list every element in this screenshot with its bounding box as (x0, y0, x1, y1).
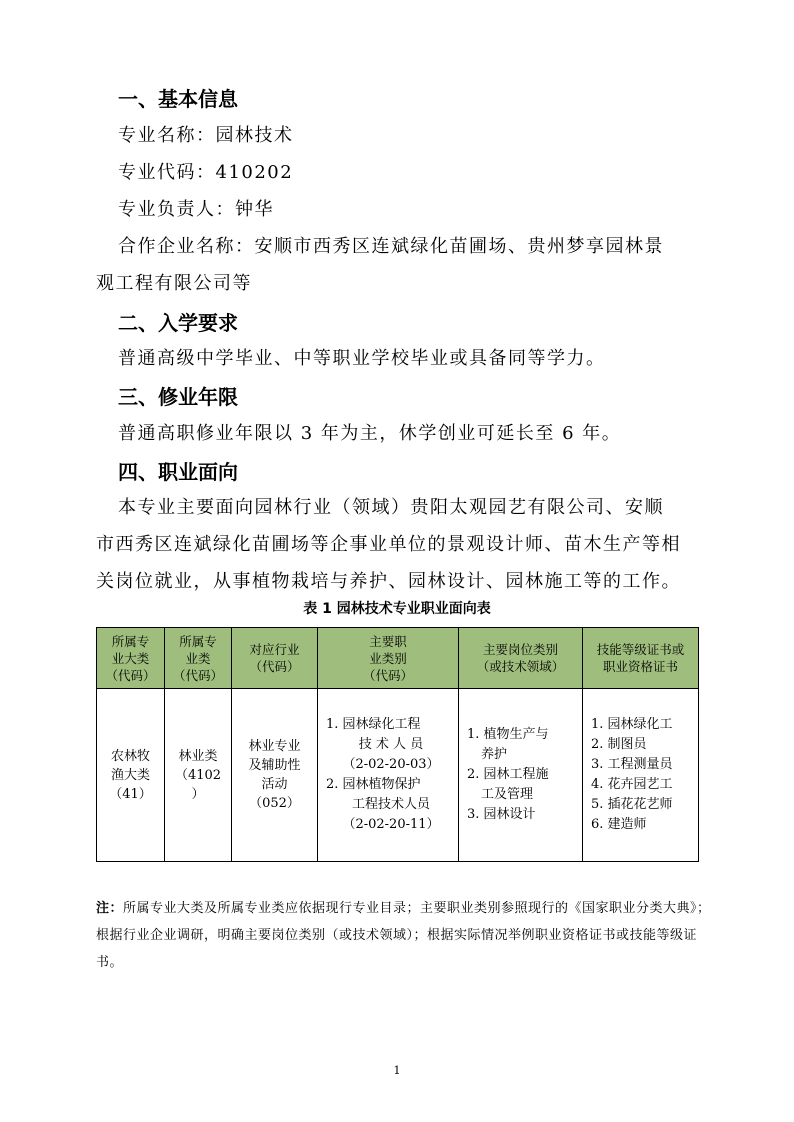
header-category: 所属专 业大类 （代码） (97, 628, 165, 689)
table-note (96, 895, 716, 976)
note-text: 所属专业大类及所属专业类应依据现行专业目录；主要职业类别参照现行的《国家职业分类大典》；根据行业企业调研，明确主要岗位类别（或技术领域）；根据实际情况举例职业资格证书或技能等级证书。 (96, 901, 711, 970)
table-caption: 表 1 园林技术专业职业面向表 (303, 601, 491, 617)
cell-certificates: 1. 园林绿化工 2. 制图员 3. 工程测量员 4. 花卉园艺工 5. 插花花艺师 6. 建造师 (583, 689, 699, 862)
career-line-2: 市西秀区连斌绿化苗圃场等企事业单位的景观设计师、苗木生产等相 (96, 534, 681, 555)
career-table (96, 627, 699, 862)
cell-industry: 林业专业 及辅助性 活动 （052） (232, 689, 318, 862)
heading-career: 四、职业面向 (118, 460, 238, 484)
cell-class: 林业类 （4102 ） (165, 689, 232, 862)
cell-category: 农林牧 渔大类 （41） (97, 689, 165, 862)
heading-basic-info: 一、基本信息 (118, 87, 238, 111)
cell-occupations: 1. 园林绿化工程 技 术 人 员 （2-02-20-03） 2. 园林植物保护 工程技术人员 （2-02-20-11） (318, 689, 459, 862)
admission-text: 普通高级中学毕业、中等职业学校毕业或具备同等学力。 (118, 348, 606, 369)
partner-line-1: 合作企业名称：安顺市西秀区连斌绿化苗圃场、贵州梦享园林景 (118, 236, 664, 257)
career-line-1: 本专业主要面向园林行业（领域）贵阳太观园艺有限公司、安顺 (118, 497, 664, 518)
header-certificates: 技能等级证书或 职业资格证书 (583, 628, 699, 689)
table-row (97, 689, 699, 862)
major-code: 专业代码：410202 (118, 162, 294, 183)
note-label: 注： (96, 901, 124, 916)
header-industry: 对应行业 （代码） (232, 628, 318, 689)
header-posts: 主要岗位类别 （或技术领域） (459, 628, 583, 689)
header-class: 所属专 业类 （代码） (165, 628, 232, 689)
major-leader: 专业负责人：钟华 (118, 199, 274, 220)
cell-posts: 1. 植物生产与 养护 2. 园林工程施 工及管理 3. 园林设计 (459, 689, 583, 862)
table-header-row (97, 628, 699, 689)
major-name: 专业名称：园林技术 (118, 125, 294, 146)
heading-admission: 二、入学要求 (118, 311, 238, 335)
duration-text: 普通高职修业年限以 3 年为主，休学创业可延长至 6 年。 (118, 423, 622, 444)
heading-duration: 三、修业年限 (118, 385, 238, 409)
header-occupation: 主要职 业类别 （代码） (318, 628, 459, 689)
page-number: 1 (393, 1064, 401, 1077)
partner-line-2: 观工程有限公司等 (96, 273, 252, 294)
career-line-3: 关岗位就业，从事植物栽培与养护、园林设计、园林施工等的工作。 (96, 571, 681, 592)
